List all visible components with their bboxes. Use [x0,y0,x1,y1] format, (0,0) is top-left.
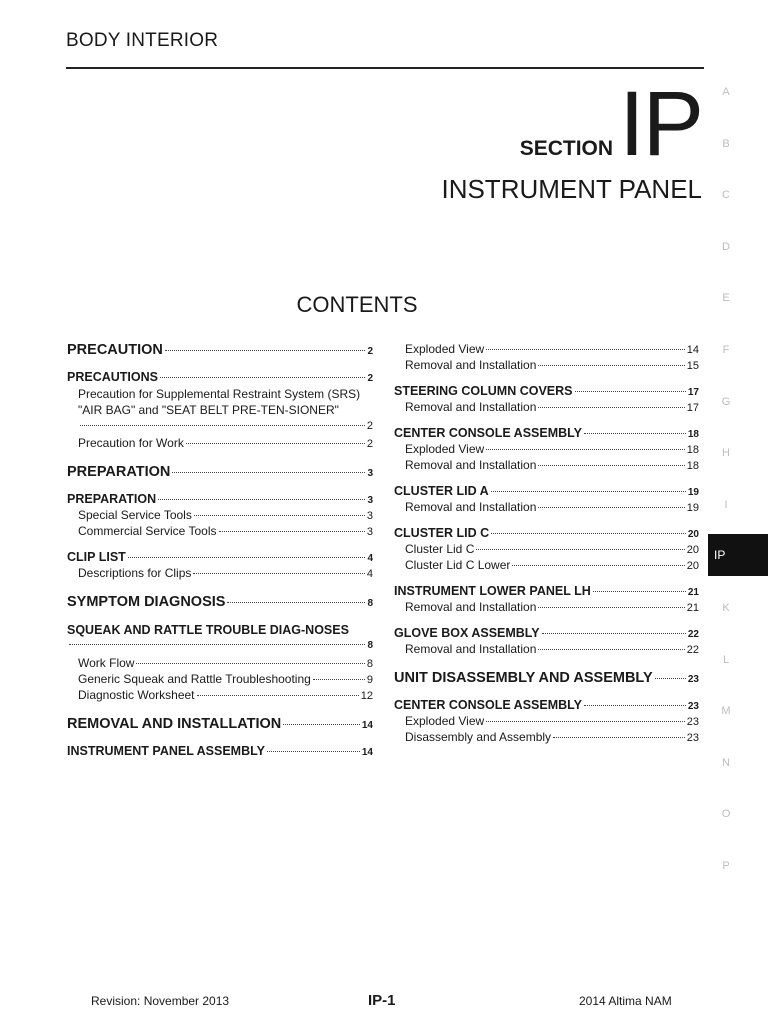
toc-entry-label: STEERING COLUMN COVERS [394,384,573,398]
dot-leader [80,424,365,426]
toc-entry-page: 20 [686,560,699,572]
toc-entry-level3[interactable] [394,342,699,356]
toc-entry-label: INSTRUMENT LOWER PANEL LH [394,584,591,598]
side-index-letter[interactable]: B [722,137,730,150]
toc-entry-label: Removal and Installation [405,400,537,414]
toc-entry-page: 8 [367,640,373,651]
toc-entry-label: PREPARATION [67,464,171,480]
toc-entry-page: 14 [686,344,699,356]
dot-leader [197,694,359,696]
toc-entry-level2[interactable] [394,384,699,398]
section-word: SECTION [519,137,614,160]
toc-entry-level1[interactable] [67,594,373,610]
toc-entry-label: Removal and Installation [405,458,537,472]
toc-entry-level3[interactable] [394,500,699,514]
section-line [441,73,702,175]
dot-leader [283,723,360,725]
toc-entry-page: 4 [367,553,373,564]
dot-leader [194,514,365,516]
dot-leader [219,530,365,532]
toc-entry-level3[interactable] [67,508,373,522]
toc-entry-page: 12 [360,690,373,702]
toc-entry-page: 18 [687,429,699,440]
toc-entry-page: 2 [367,373,373,384]
toc-entry-label: PREPARATION [67,492,157,506]
dot-leader [486,448,685,450]
dot-leader [476,548,684,550]
dot-leader [538,464,684,466]
toc-entry-level3[interactable] [394,730,699,744]
toc-entry-page: 3 [366,510,373,522]
side-index-letter[interactable]: I [724,498,728,511]
toc-entry-leader [78,418,373,434]
toc-entry-page: 19 [686,502,699,514]
dot-leader [486,348,685,350]
toc-entry-page: 3 [367,495,373,506]
toc-entry-label: PRECAUTION [67,342,163,358]
side-index-letter[interactable]: N [722,756,730,769]
side-index-letter[interactable]: F [722,344,730,356]
toc-entry-label: Removal and Installation [405,358,537,372]
section-code: IP [619,73,702,175]
side-index-letter[interactable]: G [721,395,731,408]
section-block [441,73,702,205]
dot-leader [128,556,366,558]
toc-entry-level3[interactable] [67,386,373,434]
toc-entry-page: 21 [686,602,699,614]
toc-entry-label: Exploded View [405,442,485,456]
dot-leader [267,750,360,752]
toc-entry-label: Removal and Installation [405,600,537,614]
toc-entry-page: 19 [687,487,699,498]
toc-entry-page: 20 [686,544,699,556]
footer-page-label: IP-1 [368,992,396,1009]
toc-entry-page: 22 [687,629,699,640]
toc-entry-level3[interactable] [67,672,373,686]
toc-entry-level3[interactable] [394,600,699,614]
toc-entry-label: Diagnostic Worksheet [78,688,195,702]
dot-leader [158,498,365,500]
toc-entry-level1[interactable] [67,342,373,358]
side-index-letter[interactable]: A [722,86,730,98]
toc-entry-level1[interactable] [67,716,373,732]
toc-entry-label: CLUSTER LID A [394,484,489,498]
toc-entry-level3[interactable] [394,358,699,372]
side-index-letter[interactable]: K [722,602,730,614]
contents-title: CONTENTS [296,292,418,317]
dot-leader [136,662,364,664]
toc-entry-label: CLUSTER LID C [394,526,490,540]
dot-leader [491,532,686,534]
toc-entry-label: Removal and Installation [405,500,537,514]
toc-entry-label: GLOVE BOX ASSEMBLY [394,626,540,640]
side-index-letter[interactable]: P [722,860,730,872]
toc-entry-label: Descriptions for Clips [78,566,192,580]
toc-entry-level2[interactable] [67,370,373,384]
toc-entry-label: CENTER CONSOLE ASSEMBLY [394,426,582,440]
toc-entry-level3[interactable] [394,642,699,656]
toc-entry-level2[interactable] [394,584,699,598]
toc-entry-level2[interactable] [394,426,699,440]
dot-leader [655,677,686,679]
side-index-letter[interactable]: E [722,292,730,305]
toc-entry-page: 3 [367,468,373,479]
toc-entry-page: 23 [687,701,699,712]
toc-entry-page: 2 [366,420,373,432]
toc-entry-label: Precaution for Supplemental Restraint System (SRS) "AIR BAG" and "SEAT BELT PRE-TEN-SIONER" [78,387,361,417]
toc-entry-label: SYMPTOM DIAGNOSIS [67,594,226,610]
dot-leader [538,648,684,650]
dot-leader [486,720,685,722]
toc-entry-page: 23 [686,716,699,728]
toc-entry-label: Special Service Tools [78,508,192,522]
toc-entry-label: Exploded View [405,714,485,728]
side-index-letter[interactable]: O [721,808,731,821]
toc-entry-label: CENTER CONSOLE ASSEMBLY [394,698,582,712]
dot-leader [165,349,366,351]
toc-entry-page: 15 [686,360,699,372]
side-index-active-tab[interactable]: IP [708,534,768,576]
dot-leader [491,490,686,492]
dot-leader [575,390,686,392]
section-name: INSTRUMENT PANEL [441,174,702,204]
toc-entry-label: Cluster Lid C [405,542,475,556]
toc-entry-page: 2 [366,438,373,450]
header-title: BODY INTERIOR [66,30,219,51]
toc-right-column [394,340,699,744]
dot-leader [538,606,684,608]
toc-entry-level3[interactable] [67,436,373,450]
toc-entry-level3[interactable] [67,656,373,670]
toc-entry-label: Commercial Service Tools [78,524,217,538]
toc-entry-page: 23 [687,674,699,685]
toc-entry-label: Cluster Lid C Lower [405,558,511,572]
toc-entry-label: Work Flow [78,656,135,670]
toc-entry-page: 8 [367,598,373,609]
toc-entry-label: PRECAUTIONS [67,370,158,384]
toc-entry-page: 4 [366,568,373,580]
toc-entry-page: 23 [686,732,699,744]
footer-revision: Revision: November 2013 [91,994,230,1008]
side-index-letter[interactable]: D [722,240,730,253]
toc-left-column [67,340,373,758]
header-rule [66,67,704,69]
toc-entry-level3[interactable] [394,400,699,414]
toc-entry-level3[interactable] [394,542,699,556]
toc-entry-level3[interactable] [67,524,373,538]
side-index-letter[interactable]: C [722,189,730,202]
toc-entry-label: Exploded View [405,342,485,356]
dot-leader [538,506,684,508]
toc-entry-level2[interactable] [67,492,373,506]
toc-entry-level3[interactable] [67,566,373,580]
dot-leader [593,590,686,592]
toc-entry-level2[interactable] [394,626,699,640]
side-index-letter[interactable]: L [722,653,730,666]
toc-entry-page: 22 [686,644,699,656]
footer-model: 2014 Altima NAM [579,994,672,1008]
dot-leader [538,406,684,408]
dot-leader [172,471,365,473]
toc-entry-level2[interactable] [67,622,373,654]
dot-leader [186,442,365,444]
dot-leader [69,643,365,645]
toc-entry-label: Removal and Installation [405,642,537,656]
dot-leader [227,601,365,603]
toc-entry-label: Disassembly and Assembly [405,730,552,744]
toc-entry-label: Precaution for Work [78,436,184,450]
toc-entry-level2[interactable] [67,744,373,758]
toc-entry-page: 14 [361,747,373,758]
toc-entry-level3[interactable] [394,458,699,472]
toc-entry-level2[interactable] [394,526,699,540]
dot-leader [193,572,365,574]
dot-leader [584,704,686,706]
toc-entry-level3[interactable] [394,558,699,572]
toc-entry-label: Generic Squeak and Rattle Troubleshooting [78,672,311,686]
toc-entry-page: 14 [361,720,373,731]
toc-entry-page: 21 [687,587,699,598]
toc-entry-page: 17 [687,387,699,398]
toc-entry-label: SQUEAK AND RATTLE TROUBLE DIAG-NOSES [67,623,349,637]
toc-entry-level3[interactable] [394,442,699,456]
side-index-letter[interactable]: M [721,705,731,718]
dot-leader [538,364,684,366]
dot-leader [584,432,686,434]
toc-entry-page: 3 [366,526,373,538]
toc-entry-level2[interactable] [394,698,699,712]
toc-entry-label: CLIP LIST [67,550,126,564]
toc-entry-level1[interactable] [67,464,373,480]
toc-entry-level3[interactable] [394,714,699,728]
toc-entry-label: REMOVAL AND INSTALLATION [67,716,282,732]
dot-leader [512,564,684,566]
toc-entry-label: INSTRUMENT PANEL ASSEMBLY [67,744,265,758]
toc-entry-page: 18 [686,460,699,472]
toc-entry-page: 20 [687,529,699,540]
dot-leader [553,736,685,738]
toc-entry-leader [67,638,373,654]
toc-entry-level1[interactable] [394,670,699,686]
toc-entry-page: 18 [686,444,699,456]
toc-entry-page: 2 [367,346,373,357]
toc-entry-page: 9 [366,674,373,686]
toc-entry-page: 8 [366,658,373,670]
toc-entry-level2[interactable] [394,484,699,498]
toc-entry-page: 17 [686,402,699,414]
dot-leader [313,678,365,680]
side-index-letter[interactable]: H [722,447,730,460]
dot-leader [542,632,686,634]
toc-entry-level2[interactable] [67,550,373,564]
toc-entry-label: UNIT DISASSEMBLY AND ASSEMBLY [394,670,653,686]
toc-entry-level3[interactable] [67,688,373,702]
dot-leader [160,376,365,378]
